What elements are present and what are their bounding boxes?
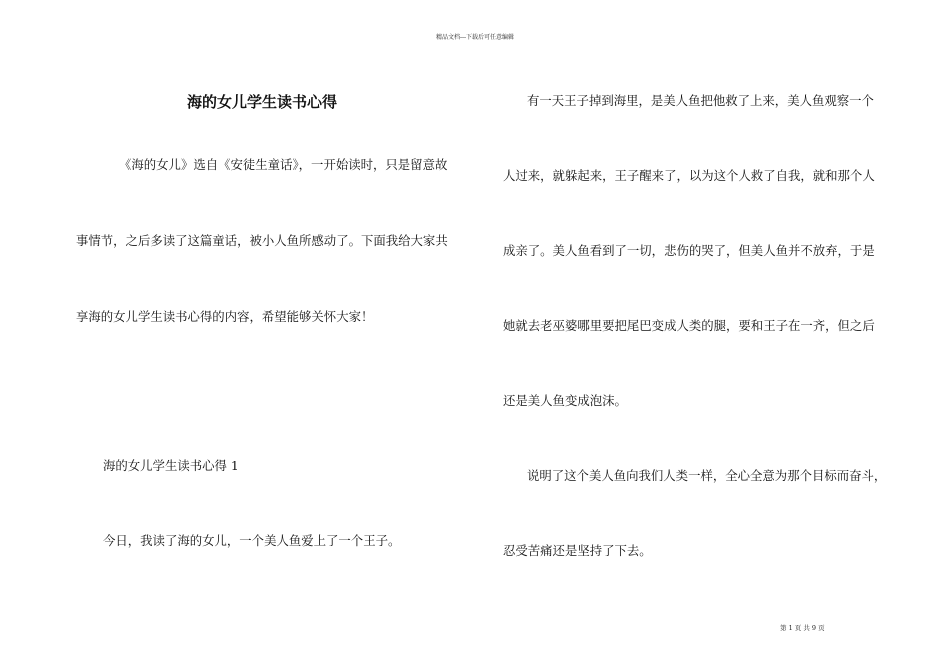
body-line-3: 成亲了。美人鱼看到了一切，悲伤的哭了，但美人鱼并不放弃，于是 bbox=[503, 243, 875, 258]
page-header-note: 精品文档---下载后可任意编辑 bbox=[435, 34, 515, 41]
intro-line-1: 《海的女儿》选自《安徒生童话》，一开始读时，只是留意故 bbox=[119, 157, 448, 172]
intro-line-2: 事情节，之后多读了这篇童话，被小人鱼所感动了。下面我给大家共 bbox=[76, 233, 448, 248]
body-line-2: 人过来，就躲起来，王子醒来了，以为这个人救了自我，就和那个人 bbox=[503, 168, 875, 183]
document-title: 海的女儿学生读书心得 bbox=[186, 93, 337, 111]
page-number: 第 1 页 共 9 页 bbox=[780, 624, 825, 632]
body-line-6: 说明了这个美人鱼向我们人类一样，全心全意为那个目标而奋斗， bbox=[527, 468, 887, 483]
body-line-7: 忍受苦痛还是坚持了下去。 bbox=[503, 543, 652, 558]
body-line-5: 还是美人鱼变成泡沫。 bbox=[503, 393, 627, 408]
body-line-4: 她就去老巫婆哪里要把尾巴变成人类的腿，要和王子在一齐，但之后 bbox=[503, 318, 875, 333]
section-heading: 海的女儿学生读书心得 1 bbox=[103, 458, 239, 473]
body-line-1: 有一天王子掉到海里，是美人鱼把他救了上来，美人鱼观察一个 bbox=[527, 93, 874, 108]
intro-line-3: 享海的女儿学生读书心得的内容，希望能够关怀大家！ bbox=[76, 309, 374, 324]
paragraph-line: 今日，我读了海的女儿，一个美人鱼爱上了一个王子。 bbox=[103, 533, 401, 548]
